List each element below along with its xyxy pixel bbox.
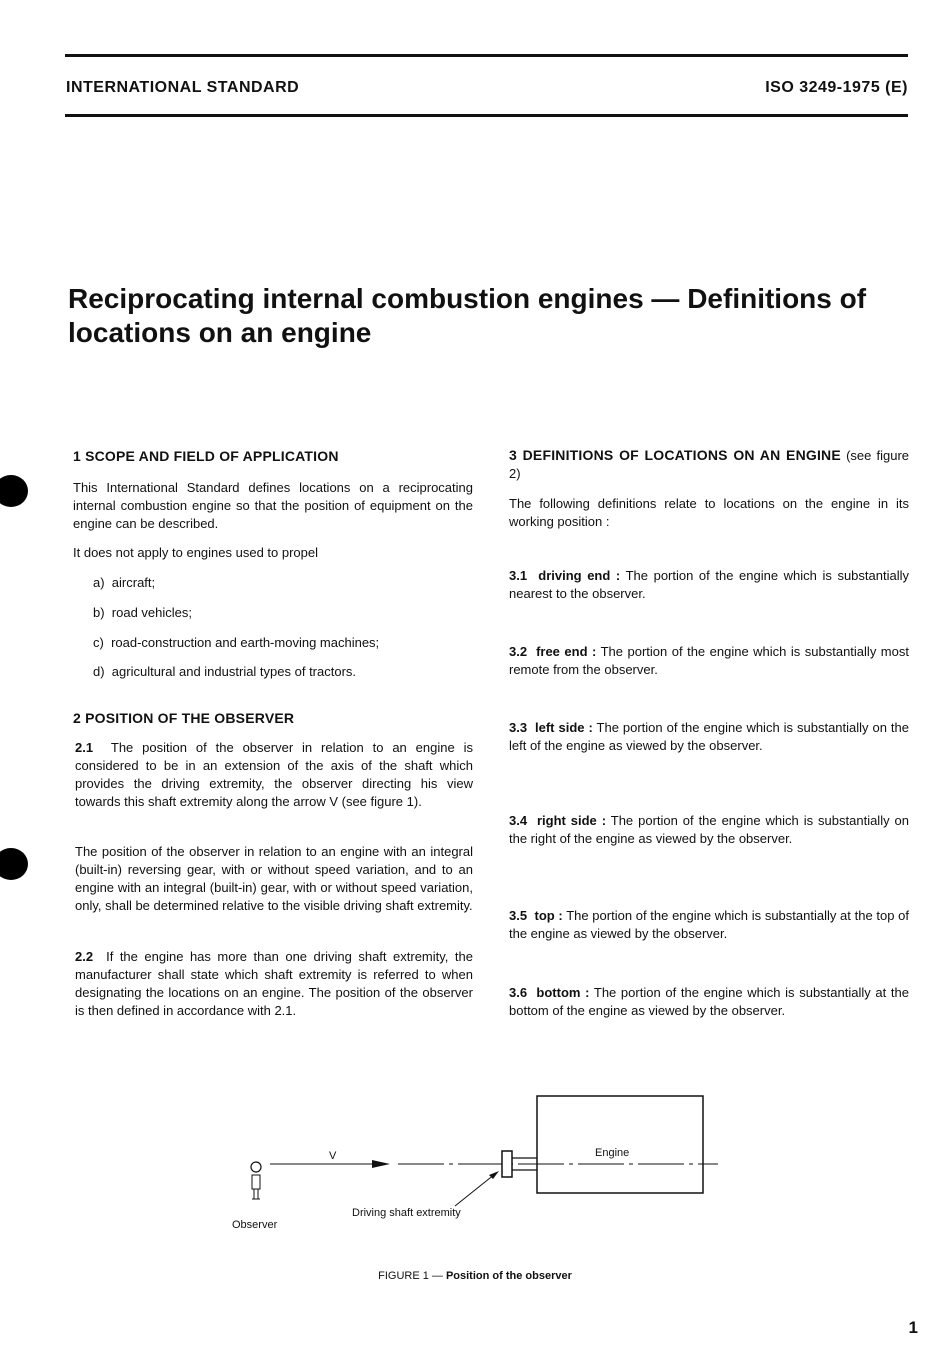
section-3-intro: The following definitions relate to locations on the engine in its working position :: [509, 496, 909, 529]
list-item: b) road vehicles;: [93, 605, 193, 620]
page-number: 1: [908, 1318, 918, 1337]
top-rule: [65, 54, 908, 57]
definition-3-2: 3.2 free end : The portion of the engine which is substantially most remote from the observer.: [509, 644, 909, 677]
page-title: [68, 282, 908, 350]
engine-box: [537, 1096, 703, 1193]
definition-3-3: 3.3 left side : The portion of the engine which is substantially on the left of the engine as viewed by the observer.: [509, 720, 909, 753]
observer-figure: [252, 1175, 260, 1199]
observer-head: [251, 1162, 261, 1172]
definition-3-6: 3.6 bottom : The portion of the engine which is substantially at the bottom of the engine as viewed by the observer.: [509, 985, 909, 1018]
section-1-para-2: It does not apply to engines used to propel: [73, 545, 319, 560]
definition-3-1: 3.1 driving end : The portion of the engine which is substantially nearest to the observer.: [509, 568, 909, 601]
margin-mark-bottom: [0, 848, 28, 880]
figure-caption: FIGURE 1 — Position of the observer: [378, 1270, 572, 1282]
arrow-v-head: [372, 1160, 390, 1168]
observer-label: Observer: [232, 1219, 278, 1231]
driving-shaft: [502, 1151, 512, 1177]
section-1-heading: 1 SCOPE AND FIELD OF APPLICATION: [73, 448, 339, 464]
engine-label: Engine: [595, 1147, 630, 1159]
section-2-heading: 2 POSITION OF THE OBSERVER: [73, 710, 295, 726]
title-line-2: locations on an engine: [68, 317, 372, 348]
margin-mark-top: [0, 475, 28, 507]
shaft-label: Driving shaft extremity: [352, 1207, 461, 1219]
section-1-para-1: This International Standard defines locations on a reciprocating internal combustion engine so that the position of equipment on the engine can be described.: [73, 480, 473, 531]
clause-2-2: 2.2 If the engine has more than one driving shaft extremity, the manufacturer shall state which shaft extremity is referred to when designating the locations on an engine. The position of the observer is then defined in accordance with 2.1.: [75, 949, 473, 1018]
section-1: [73, 447, 473, 465]
list-item: a) aircraft;: [93, 575, 156, 590]
title-line-1: Reciprocating internal combustion engines — Definitions of: [68, 283, 867, 314]
section-2-para: The position of the observer in relation to an engine with an integral (built-in) reversing gear, with or without speed variation, and to an engine with an integral (built-in) gear, with or without speed variation, only, shall be determined relative to the visible driving shaft extremity.: [75, 844, 473, 913]
clause-2-1: 2.1 The position of the observer in relation to an engine is considered to be in an extension of the axis of the shaft which provides the driving extremity, the observer directing his view towards this shaft extremity along the arrow V (see figure 1).: [75, 740, 473, 809]
shaft-leader: [455, 1174, 495, 1206]
arrow-v-label: V: [329, 1150, 337, 1162]
definition-3-5: 3.5 top : The portion of the engine which is substantially at the top of the engine as viewed by the observer.: [509, 908, 909, 941]
header-rule: [65, 114, 908, 117]
list-item: d) agricultural and industrial types of tractors.: [93, 664, 357, 679]
definition-3-4: 3.4 right side : The portion of the engine which is substantially on the right of the engine as viewed by the observer.: [509, 813, 909, 846]
section-3-heading: 3 DEFINITIONS OF LOCATIONS ON AN ENGINE (see figure 2): [509, 447, 909, 481]
figure-1: [0, 1080, 950, 1250]
header-right: ISO 3249-1975 (E): [765, 79, 908, 96]
header-left: INTERNATIONAL STANDARD: [66, 79, 300, 96]
list-item: c) road-construction and earth-moving machines;: [93, 635, 380, 650]
